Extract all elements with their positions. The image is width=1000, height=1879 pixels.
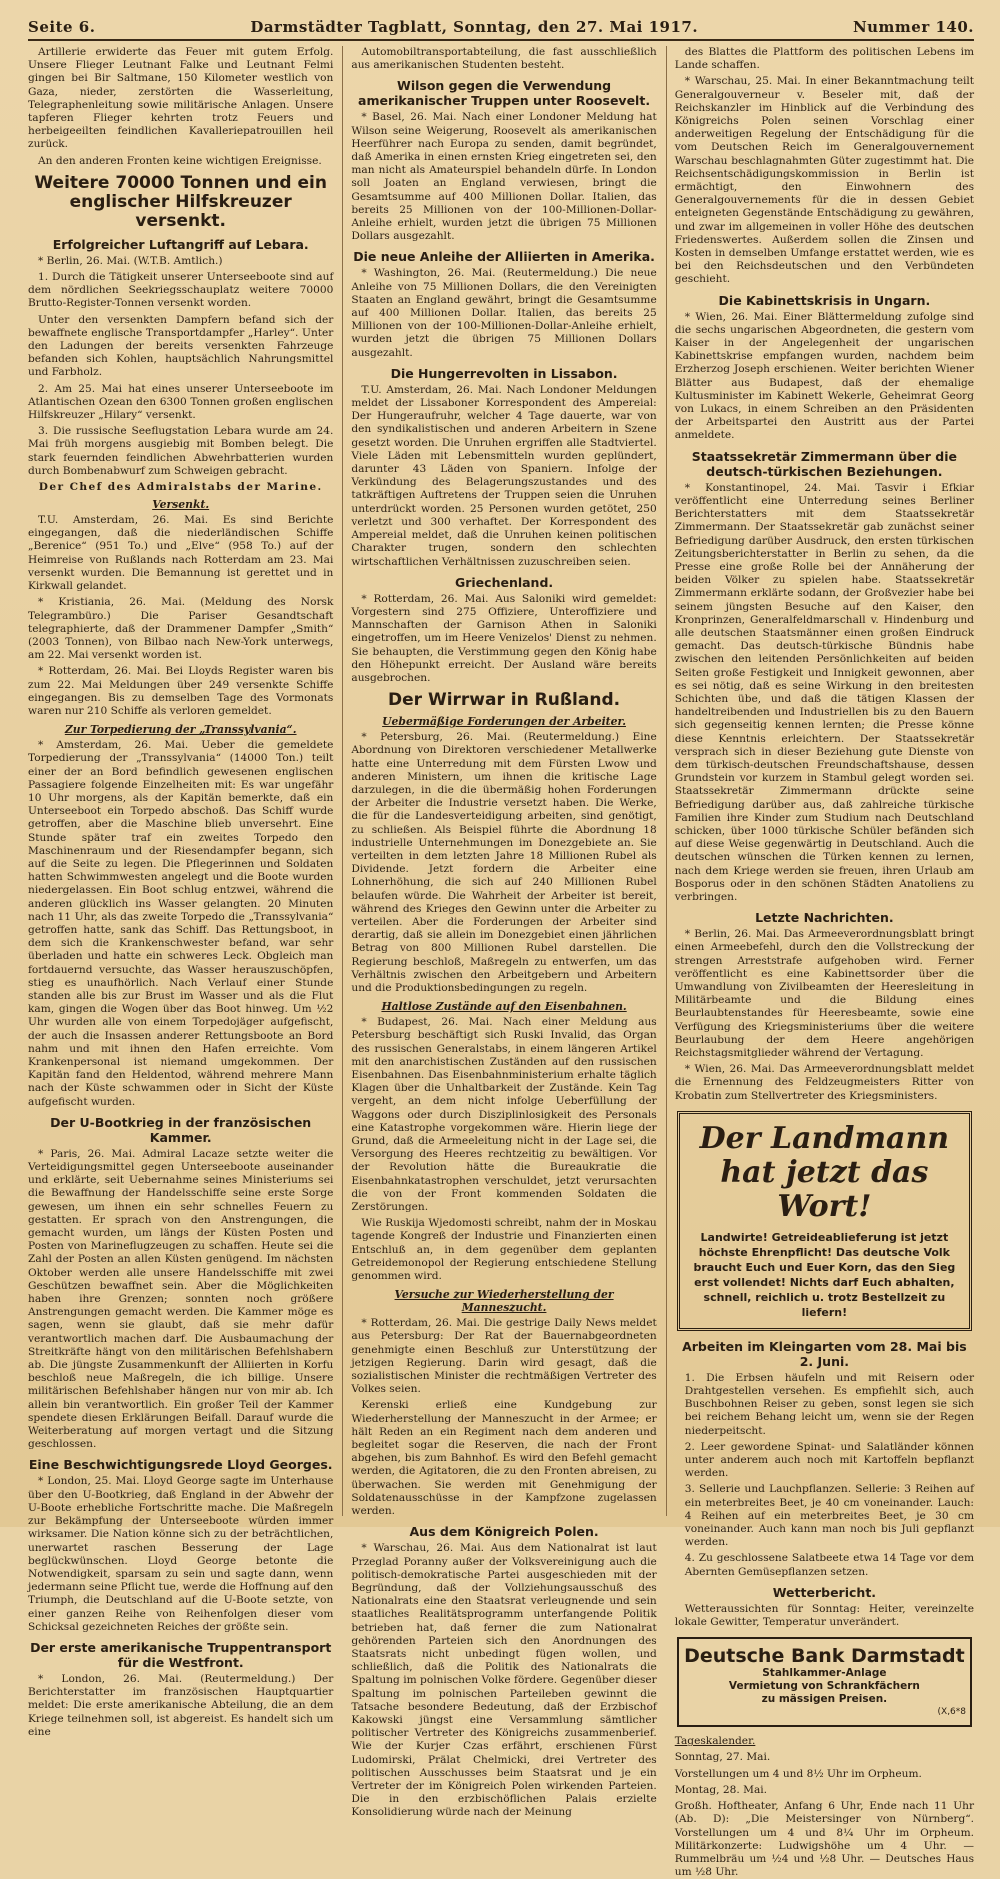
article-text: Automobiltransportabteilung, die fast ausschließlich aus amerikanischen Studenten besteht. — [351, 46, 657, 72]
headline: Staatssekretär Zimmermann über die deutsch-türkischen Beziehungen. — [691, 448, 958, 479]
article-text: * Wien, 26. Mai. Einer Blättermeldung zufolge sind die sechs ungarischen Abgeordneten, die gestern vom Kaiser in der Angelegenheit der ungarischen Kabinettskrise empfangen wurden, nachdem beim Erzherzog Joseph erschienen. Weiter berichten Wiener Blätter aus Budapest, daß der ehemalige Kultusminister im Kabinett Wekerle, Geheimrat Georg von Lukacs, in einem Schreiben an den Präsidenten der Arbeitspartei den Austritt aus der Partei anmeldete. — [674, 310, 975, 442]
article-text: des Blattes die Plattform des politischen Lebens im Lande schaffen. — [674, 46, 975, 72]
article-text: * Warschau, 26. Mai. Aus dem Nationalrat ist laut Przeglad Poranny außer der Volksvereinigung auch die politisch-demokratische Partei ausgeschieden mit der Begründung, daß der Vollziehungsausschuß des Nationalrats eine den Staatsrat verleugnende und sein staatliches Realitätsprogramm unterfangende Politik betrieben hat, daß ferner die zum Nationalrat gehörenden Parteien sich den Anordnungen des Staatsrats nicht unbedingt fügen wollen, und schließlich, daß die Politik des Nationalrats die Spaltung im polnischen Volke fördere. Gegenüber dieser Spaltung im polnischen Parteileben gewinnt die Tatsache besondere Bedeutung, daß der Erzbischof Kakowski jüngst eine Versammlung sämtlicher politischer Vertreter des Königreichs zusammenberief. Wie der Kurjer Czas erfährt, erschienen Fürst Ludomirski, Prälat Chelmicki, drei Vertreter des politischen Ausschusses beim Staatsrat und je ein Vertreter der im Königreich Polen wirkenden Parteien. Die in den erzbischöflichen Palais erzielte Konsolidierung würde nach der Meinung — [351, 1542, 657, 1819]
garden-list — [675, 1372, 974, 1579]
article-text: Kerenski erließ eine Kundgebung zur Wiederherstellung der Manneszucht in der Armee; er hält Reden an ein Regiment nach dem anderen und begleitet sogar die Reserven, die nach der Front abgehen, bis zum Bahnhof. Es wird den Befehl gemacht werden, die Agitatoren, die zu den Fronten abreisen, zu überwachen. Sie werden mit Genehmigung der Soldatenausschüsse in der Kampfzone zugelassen werden. — [351, 1399, 657, 1518]
article-text: * Rotterdam, 26. Mai. Die gestrige Daily News meldet aus Petersburg: Der Rat der Bauernabgeordneten genehmigte einen Beschluß zur Unterstützung der jetzigen Regierung. Darin wird gesagt, daß die sozialistischen Minister die rechtmäßigen Vertreter des Volkes seien. — [351, 1317, 657, 1396]
calendar-entry: Großh. Hoftheater, Anfang 6 Uhr, Ende nach 11 Uhr (Ab. D): „Die Meistersinger von Nürnberg“. Vorstellungen um 4 und 8¼ Uhr im Orpheum. Militärkonzerte: Ludwigshöhe um 4 Uhr. — Rummelbräu um ½4 und ½8 Uhr. — Deutsches Haus um ½8 Uhr. — [674, 1800, 975, 1879]
article-text: * Rotterdam, 26. Mai. Aus Saloniki wird gemeldet: Vorgestern sind 275 Offiziere, Unteroffiziere und Mannschaften der Garnison Athen in Saloniki eingetroffen, um im Heere Venizelos' Dienst zu nehmen. Sie behaupten, die Verstimmung gegen den König habe den Höhepunkt erreicht. Der Ausland wäre bereits ausgebrochen. — [351, 592, 657, 684]
section-heading: Versuche zur Wiederherstellung der Manneszucht. — [394, 1288, 614, 1315]
headline: Der Wirrwar in Rußland. — [388, 690, 621, 711]
ad-line: zu mässigen Preisen. — [761, 1693, 888, 1706]
article-text: * London, 25. Mai. Lloyd George sagte im Unterhause über den U-Bootkrieg, daß England in der Abwehr der U-Boote erhebliche Fortschritte mache. Die Maßregeln zur Bekämpfung der Unterseeboote würden immer wirksamer. Die Nation könne sich zu der beträchtlichen, unerwartet raschen Besserung der Lage beglückwünschen. Lloyd George betonte die Notwendigkeit, sparsam zu sein und sagte dann, wenn jedermann seine Pflicht tue, werde die Hoffnung auf den Triumph, die Deutschland auf die U-Boote setzte, von einer ganzen Reihe von Reihenfolgen dieser vom Schicksal gezeichneten Reiches der größte sein. — [28, 1475, 334, 1633]
article-text: * Berlin, 26. Mai. Das Armeeverordnungsblatt bringt einen Armeebefehl, durch den die Vollstreckung der strengen Arreststrafe aufgehoben wird. Ferner veröffentlicht es eine Kabinettsorder über die Umwandlung von Zivilbeamten der Heeresleitung in Militärbeamte und die Bildung eines Beurlaubtenstandes für Heeresbeamte, sowie eine Verfügung des Kriegsministeriums über die weitere Beurlaubung der dem Heere angehörigen Reichstagsmitglieder während der Vertagung. — [674, 928, 975, 1060]
article-text: * Rotterdam, 26. Mai. Bei Lloyds Register waren bis zum 22. Mai Meldungen über 249 versenkte Schiffe eingegangen. Bis zu demselben Tage des Vormonats waren nur 210 Schiffe als verloren gemeldet. — [28, 665, 334, 717]
article-text: An den anderen Fronten keine wichtigen Ereignisse. — [38, 154, 322, 167]
headline: Die Kabinettskrisis in Ungarn. — [718, 292, 931, 308]
headline: Arbeiten im Kleingarten vom 28. Mai bis 2. Juni. — [682, 1338, 967, 1369]
article-text: * Warschau, 25. Mai. In einer Bekanntmachung teilt Generalgouverneur v. Beseler mit, daß der Reichskanzler im Hinblick auf die Verbindung des Königreichs Polen seinen Vorschlag einer anderweitigen Regelung der Entschädigung für die vom Deutschen Reich im Generalgouvernement Warschau beschlagnahmten Güter zugestimmt hat. Die Reichsentschädigungskommission in Berlin ist ermächtigt, den Einwohnern des Generalgouvernements für die in dessen Gebiet enteigneten Gegenstände Entschädigung zu gewähren, und zwar im allgemeinen in voller Höhe des deutschen Friedenswertes. Außerdem sollen die Zinsen und Kosten in demselben Umfange erstattet werden, wie es bei den Reichsdeutschen und den Verbündeten geschieht. — [674, 75, 975, 286]
article-text: 3. Die russische Seeflugstation Lebara wurde am 24. Mai früh morgens ausgiebig mit Bomben belegt. Die stark feuernden feindlichen Abwehrbatterien wurden durch Bombenabwurf zum Schweigen gebracht. — [28, 425, 334, 477]
section-heading: Uebermäßige Forderungen der Arbeiter. — [382, 715, 626, 729]
ad-line: Stahlkammer-Anlage — [762, 1667, 887, 1680]
day-calendar — [675, 1735, 974, 1879]
section-heading: Zur Torpedierung der „Transsylvania“. — [64, 723, 297, 737]
article-text: Wetteraussichten für Sonntag: Heiter, vereinzelte lokale Gewitter, Temperatur unverändert. — [674, 1602, 975, 1629]
headline: Die Hungerrevolten in Lissabon. — [390, 365, 618, 381]
headline: Der U-Bootkrieg in der französischen Kammer. — [50, 1114, 312, 1145]
list-item: 4. Zu geschlossene Salatbeete etwa 14 Tage vor dem Abernten Gemüsepflanzen setzen. — [684, 1552, 975, 1578]
article-text: Unter den versenkten Dampfern befand sich der bewaffnete englische Transportdampfer „Harley“. Unter den Ladungen der bereits versenkten Fahrzeuge befanden sich Kohlen, hauptsächlich Nahrungsmittel und Farbholz. — [28, 313, 334, 379]
calendar-date: Montag, 28. Mai. — [674, 1783, 768, 1796]
ad-line: Vermietung von Schrankfächern — [728, 1680, 920, 1693]
list-item: 1. Die Erbsen häufeln und mit Reisern oder Drahtgestellen versehen. Es empfiehlt sich, auch Buschbohnen Reiser zu geben, sonst legen sie sich bei reichem Behang leicht um, wenn sie der Regen niederpeitscht. — [684, 1371, 975, 1437]
article-text: 1. Durch die Tätigkeit unserer Unterseeboote sind auf dem nördlichen Seekriegsschauplatz weitere 70000 Brutto-Register-Tonnen versenkt worden. — [28, 271, 334, 310]
subheadline: Erfolgreicher Luftangriff auf Lebara. — [52, 236, 309, 252]
page-number: Seite 6. — [28, 18, 96, 36]
ad-title: Der Landmann hat jetzt das Wort! — [699, 1120, 950, 1224]
advertisement-bank — [677, 1637, 972, 1727]
calendar-heading: Tageskalender. — [674, 1735, 756, 1748]
article-text: 2. Am 25. Mai hat eines unserer Unterseeboote im Atlantischen Ozean den 6300 Tonnen großen englischen Hilfskreuzer „Hilary“ versenkt. — [28, 382, 334, 422]
ad-title: Deutsche Bank Darmstadt — [684, 1645, 965, 1668]
article-text: * Budapest, 26. Mai. Nach einer Meldung aus Petersburg beschäftigt sich Ruski Invalid, das Organ des russischen Generalstabs, in einem längeren Artikel mit den anarchistischen Zuständen auf den russischen Eisenbahnen. Das Eisenbahnministerium erhalte täglich Klagen über die Unhaltbarkeit der Zustände. Kein Tag vergeht, an dem nicht infolge Ueberfüllung der Waggons oder durch Disziplinlosigkeit des Personals eine Katastrophe vorgekommen wäre. Hierin liege der Grund, daß die Armeeleitung nicht in der Lage sei, die Versorgung des Heeres rechtzeitig zu bewältigen. Vor der Revolution hätte die Bureaukratie die Eisenbahnkatastrophen verschuldet, jetzt verursachten die von der Front kommenden Soldaten die Zerstörungen. — [351, 1016, 657, 1214]
calendar-entry: Vorstellungen um 4 und 8½ Uhr im Orpheum. — [674, 1767, 922, 1780]
list-item: 3. Sellerie und Lauchpflanzen. Sellerie: 3 Reihen auf ein meterbreites Beet, je 40 cm voneinander. Lauch: 4 Reihen auf ein meterbreites Beet, je 30 cm voneinander. Auch kann man noch bis Juli gepflanzt werden. — [684, 1483, 975, 1549]
section-heading: Haltlose Zustände auf den Eisenbahnen. — [381, 1000, 627, 1014]
article-text: * Kristiania, 26. Mai. (Meldung des Norsk Telegrambüro.) Die Pariser Gesandtschaft telegraphierte, daß der Drammener Dampfer „Smith“ (2003 Tonnen), von Bilbao nach New-York unterwegs, am 22. Mai versenkt worden ist. — [28, 596, 334, 662]
headline: Aus dem Königreich Polen. — [409, 1524, 599, 1540]
headline: Letzte Nachrichten. — [755, 910, 894, 926]
article-text: * Paris, 26. Mai. Admiral Lacaze setzte weiter die Verteidigungsmittel gegen Unterseeboote auseinander und erklärte, seit Uebernahme seines Ministeriums sei die Bewaffnung der Handelsschiffe seine erste Sorge gewesen, um ihnen ein sehr schnelles Feuern zu gestatten. Er sprach von den Anstrengungen, die gemacht wurden, um längs der Küsten Posten und Posten von Marineflugzeugen zu schaffen. Heute sei die Zahl der Posten an allen Küsten genügend. Im nächsten Oktober werden alle unsere Handelsschiffe mit zwei Geschützen bewaffnet sein. Aber die Möglichkeiten haben ihre Grenzen; sonnten noch größere Anstrengungen gemacht werden. Die Kammer möge es sagen, wenn sie glaubt, daß sie mehr dafür verantwortlich machen darf. Die Ausbaumachung der Streitkräfte hängt von den militärischen Befehlshabern ab. Die jüngste Zusammenkunft der Alliierten in Korfu beschloß neue Maßregeln, die ich billige. Unsere militärischen Befehlshaber hängen nur von mir ab. Ich allein bin verantwortlich. Ein großer Teil der Kammer spendete diesen Erklärungen Beifall. Darauf wurde die Weiterberatung auf morgen vertagt und die Sitzung geschlossen. — [28, 1147, 334, 1451]
section-heading: Versenkt. — [152, 498, 210, 512]
columns — [28, 46, 975, 1879]
ad-body: Landwirte! Getreideablieferung ist jetzt höchste Ehrenpflicht! Das deutsche Volk braucht Euch und Euer Korn, das den Sieg erst vollendet! Nichts darf Euch abhalten, schnell, reichlich u. trotz Bestellzeit zu liefern! — [693, 1230, 956, 1319]
column-3 — [666, 46, 975, 1879]
headline: Wilson gegen die Verwendung amerikanischer Truppen unter Roosevelt. — [358, 78, 651, 109]
column-1 — [28, 46, 334, 1738]
ad-code: (X,6*8 — [937, 1707, 967, 1718]
headline: Eine Beschwichtigungsrede Lloyd Georges. — [28, 1457, 333, 1473]
paper-title: Darmstädter Tagblatt, Sonntag, den 27. Mai 1917. — [250, 18, 699, 36]
headline: Wetterbericht. — [772, 1584, 877, 1600]
article-text: Artillerie erwiderte das Feuer mit gutem Erfolg. Unsere Flieger Leutnant Falke und Leutnant Felmi gingen bei Bir Saltmane, 150 Kilometer westlich von Gaza, nieder, zerstörten die Wasserleitung, Telegraphenleitung sowie militärische Anlagen. Unsere tapferen Flieger kehrten trotz Feuers und herbeigeeilten feindlichen Kavalleriepatrouillen heil zurück. — [28, 46, 334, 151]
article-text: T.U. Amsterdam, 26. Mai. Nach Londoner Meldungen meldet der Lissaboner Korrespondent des Ampereial: Der Hungeraufruhr, welcher 4 Tage dauerte, war von den syndikalistischen und anderen Arbeitern in Szene gesetzt worden. Die Unruhen ergriffen alle Stadtviertel. Viele Läden mit Lebensmitteln wurden geplündert, darunter 43 Läden von Spaniern. Infolge der Verkündung des Belagerungszustandes und des tatkräftigen Auftretens der Truppen seien die Unruhen unterdrückt worden. 25 Personen wurden getötet, 250 verletzt und 300 verhaftet. Der Korrespondent des Ampereial meldet, daß die Unruhen keinen politischen Charakter trugen, sondern den schlechten wirtschaftlichen Verhältnissen zuzuschreiben seien. — [351, 383, 657, 568]
headline: Griechenland. — [454, 574, 554, 590]
calendar-date: Sonntag, 27. Mai. — [674, 1751, 771, 1764]
article-text: * Wien, 26. Mai. Das Armeeverordnungsblatt meldet die Ernennung des Feldzeugmeisters Ritter von Krobatin zum Stellvertreter des Kriegsministers. — [674, 1063, 975, 1102]
headline: Weitere 70000 Tonnen und ein englischer Hilfskreuzer versenkt. — [34, 172, 327, 231]
article-text: * Basel, 26. Mai. Nach einer Londoner Meldung hat Wilson seine Weigerung, Roosevelt als amerikanischen Heerführer nach Europa zu senden, damit begründet, daß Amerika in einen ernsten Krieg eingetreten sei, den man nicht als Amateurspiel behandeln dürfe. In London soll Joaten an England verwiesen, bringt die Gesamtsumme auf 400 Millionen Dollar. Italien, das bereits 25 Millionen von der 100-Millionen-Dollar-Anleihe erhielt, wurden jetzt die übrigen 75 Millionen Dollars ausgezahlt. — [351, 111, 657, 243]
issue-number: Nummer 140. — [852, 18, 974, 36]
article-text: Wie Ruskija Wjedomosti schreibt, nahm der in Moskau tagende Kongreß der Industrie und Finanzierten einen Entschluß an, in dem gegenüber dem geplanten Getreidemonopol der Regierung entschiedene Stellung genommen wird. — [351, 1217, 657, 1283]
signature: Der Chef des Admiralstabs der Marine. — [38, 481, 323, 494]
list-item: 2. Leer gewordene Spinat- und Salatländer können unter anderem auch noch mit Kartoffeln bepflanzt werden. — [684, 1440, 975, 1480]
article-text: * Petersburg, 26. Mai. (Reutermeldung.) Eine Abordnung von Direktoren verschiedener Metallwerke hatte eine Unterredung mit dem Fürsten Lwow und anderen Ministern, um ihnen die kritische Lage darzulegen, in die die übermäßig hohen Forderungen der Arbeiter die Industrie versetzt haben. Die Werke, die für die Landesverteidigung arbeiten, sind genötigt, zu schließen. Als Beispiel führte die Abordnung 18 industrielle Unternehmungen im Donezgebiete an. Sie verteilten in dem letzten Jahre 18 Millionen Rubel als Dividende. Jetzt fordern die Arbeiter eine Lohnerhöhung, die sich auf 240 Millionen Rubel belaufen würde. Die Wahrheit der Arbeiter ist bereit, während des Krieges den Gewinn unter die Arbeiter zu verteilen. Aber die Forderungen der Arbeiter sind derartig, daß sie allein im Donezgebiet einen jährlichen Betrag von 800 Millionen Rubel darstellen. Die Regierung beschloß, Maßregeln zu entwerfen, um das Verhältnis zwischen den Arbeitgebern und Arbeitern und die Produktionsbedingungen zu regeln. — [351, 731, 657, 994]
article-text: * Washington, 26. Mai. (Reutermeldung.) Die neue Anleihe von 75 Millionen Dollars, die den Vereinigten Staaten an England gewährt, bringt die Gesamtsumme auf 400 Millionen Dollar. Italien, das bereits 25 Millionen von der 100-Millionen-Dollar-Anleihe erhielt, wurden jetzt die übrigen 75 Millionen Dollars ausgezahlt. — [351, 267, 657, 359]
headline: Die neue Anleihe der Alliierten in Amerika. — [353, 249, 655, 265]
masthead — [28, 18, 974, 41]
dateline: * Berlin, 26. Mai. (W.T.B. Amtlich.) — [38, 254, 223, 267]
article-text: T.U. Amsterdam, 26. Mai. Es sind Berichte eingegangen, daß die niederländischen Schiffe „Berenice“ (951 To.) und „Elve“ (958 To.) auf der Heimreise von Rußlands nach Rotterdam am 23. Mai versenkt wurden. Die Bemannung ist gerettet und in Kirkwall gelandet. — [28, 514, 334, 593]
article-text: * Konstantinopel, 24. Mai. Tasvir i Efkiar veröffentlicht eine Unterredung seines Berliner Berichterstatters mit dem Staatssekretär Zimmermann. Der Staatssekretär gab zunächst seiner Befriedigung darüber Ausdruck, den ersten türkischen Zeitungsberichterstatter in Berlin zu sehen, da die Presse eine große Rolle bei der Annäherung der beiden Völker zu spielen habe. Staatssekretär Zimmermann erklärte sodann, der Großvezier habe bei seinem jüngsten Besuche auf den Kaiser, den Kronprinzen, Generalfeldmarschall v. Hindenburg und alle deutschen Staatsmänner einen großen Eindruck gemacht. Das deutsch-türkische Bündnis habe zwischen den leitenden Persönlichkeiten auf beiden Seiten große Festigkeit und Innigkeit gewonnen, aber es sei nötig, daß es seine Wirkung in den breitesten Schichten übe, und daß die tätigen Klassen der handeltreibenden und Industriellen bis zu den Bauern sich gegenseitig kennen lernten; die Presse könne diese Kenntnis erleichtern. Der Staatssekretär versprach sich in dieser Beziehung gute Dienste von dem türkisch-deutschen Freundschaftshause, dessen Grundstein vor kurzem in Stambul gelegt worden sei. Staatssekretär Zimmermann drückte seine Befriedigung darüber aus, daß zahlreiche türkische Familien ihre Kinder zum Studium nach Deutschland schicken, über 1000 türkische Schüler befänden sich auf diese Weise gegenwärtig in Deutschland. Auch die deutschen wünschen die Türken kennen zu lernen, nach dem Kriege werden sie freuen, ihren Urlaub am Bosporus oder in den schönen Städten Anatoliens zu verbringen. — [674, 481, 975, 903]
headline: Der erste amerikanische Truppentransport für die Westfront. — [30, 1639, 332, 1670]
advertisement-landmann — [677, 1111, 972, 1331]
column-2 — [342, 46, 657, 1819]
article-text: * London, 26. Mai. (Reutermeldung.) Der Berichterstatter im französischen Hauptquartier meldet: Die erste amerikanische Abteilung, die an dem Kriege teilnehmen soll, ist abgereist. Es handelt sich um eine — [28, 1672, 334, 1738]
article-text: * Amsterdam, 26. Mai. Ueber die gemeldete Torpedierung der „Transsylvania“ (14000 Ton.) teilt einer der an Bord befindlich gewesenen englischen Passagiere folgende Einzelheiten mit: Es war ungefähr 10 Uhr morgens, als der Kapitän bemerkte, daß ein Unterseeboot ein Torpedo abschoß. Das Schiff wurde getroffen, aber die Maschine blieb unversehrt. Eine Stunde später traf ein zweites Torpedo den Maschinenraum und der Riesendampfer begann, sich auf die Seite zu legen. Die Pflegerinnen und Soldaten hatten Schwimmwesten angelegt und die Boote wurden niedergelassen. Ein Boot schlug entzwei, während die anderen glücklich ins Wasser gelangten. 20 Minuten nach 11 Uhr, als das zweite Torpedo die „Transsylvania“ getroffen hatte, sank das Schiff. Das Rettungsboot, in dem sich die Krankenschwester befand, war sehr überladen und hatte ein schweres Leck. Obgleich man fortdauernd versuchte, das Wasser herauszuschöpfen, stieg es unaufhörlich. Nach Verlauf einer Stunde standen alle bis zur Brust im Wasser und als die Flut kam, gingen die Wogen über das Boot hinweg. Um ½2 Uhr wurden alle von einem Torpedojäger aufgefischt, der auch die Insassen anderer Rettungsboote an Bord nahm und mit ihnen den Hafen erreichte. Vom Krankenpersonal ist niemand umgekommen. Der Kapitän fand den Heldentod, während mehrere Mann nach der Küste schwammen oder in Sicht der Küste aufgefischt wurden. — [28, 739, 334, 1108]
